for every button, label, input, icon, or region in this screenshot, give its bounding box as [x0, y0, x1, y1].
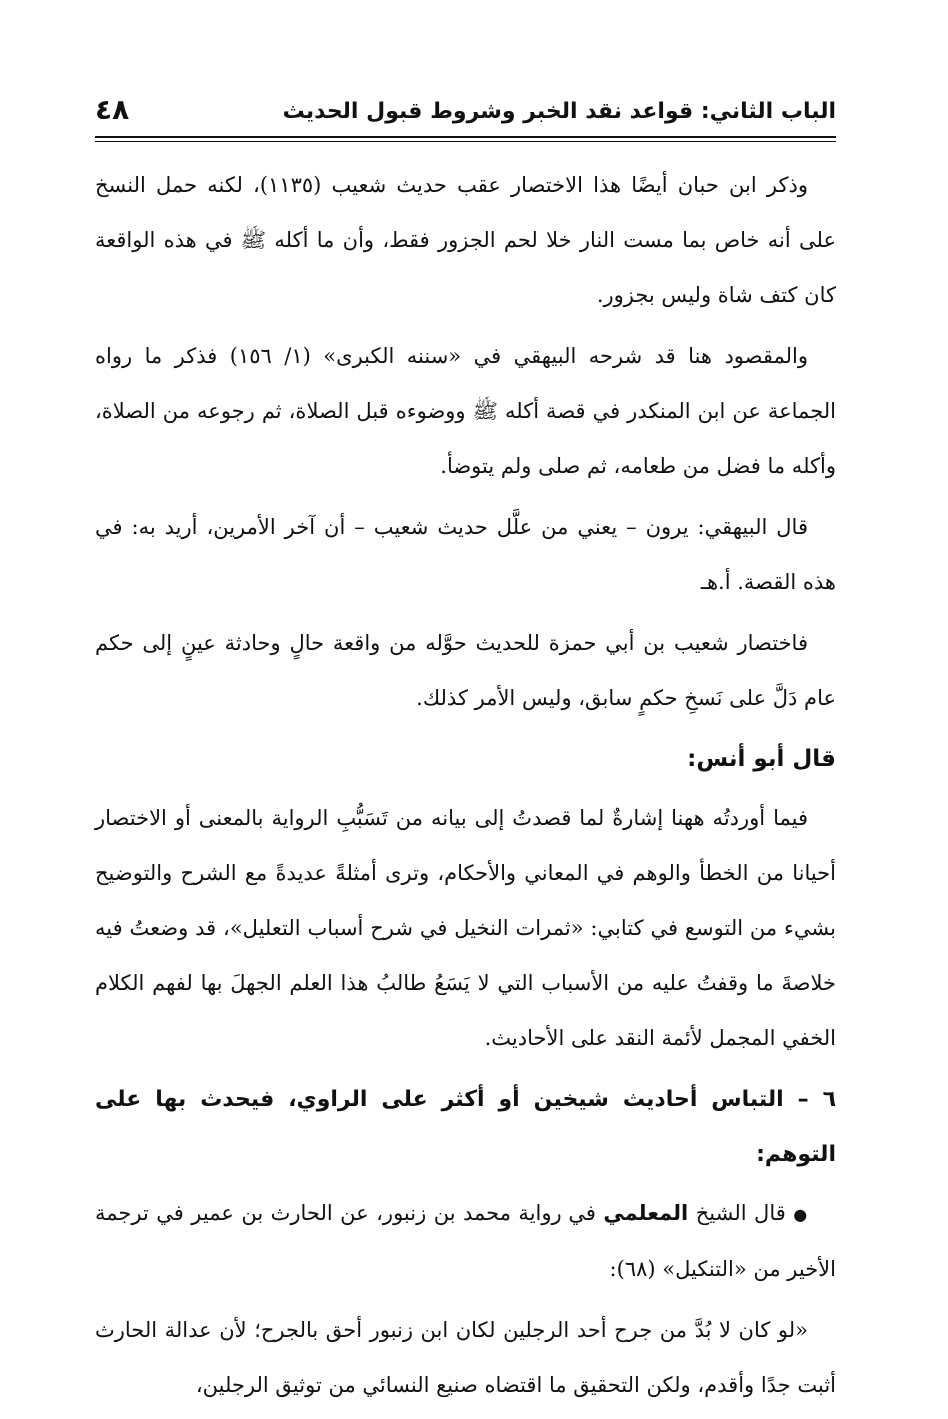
paragraph-6-intro: قال الشيخ	[695, 1201, 786, 1225]
paragraph-6-text: في رواية محمد بن زنبور، عن الحارث بن عمير في ترجمة الأخير من «التنكيل» (٦٨):	[95, 1201, 836, 1281]
section-heading-abu-anas: قال أبو أنس:	[687, 746, 836, 772]
page-number: ٤٨	[95, 93, 130, 126]
page-body	[95, 158, 836, 1419]
paragraph-4: فاختصار شعيب بن أبي حمزة للحديث حوَّله من واقعة حالٍ وحادثة عينٍ إلى حكم عام دَلَّ على نَسخِ حكمٍ سابق، وليس الأمر كذلك.	[95, 631, 836, 710]
paragraph-1: وذكر ابن حبان أيضًا هذا الاختصار عقب حديث شعيب (١١٣٥)، لكنه حمل النسخ على أنه خاص بما مست النار خلا لحم الجزور فقط، وأن ما أكله ﷺ في هذه الواقعة كان كتف شاة وليس بجزور.	[95, 173, 836, 307]
paragraph-6	[95, 1186, 836, 1297]
chapter-title: الباب الثاني: قواعد نقد الخبر وشروط قبول الحديث	[282, 99, 836, 124]
numbered-heading-6: ٦ – التباس أحاديث شيخين أو أكثر على الراوي، فيحدث بها على التوهم:	[95, 1087, 836, 1167]
paragraph-7-quote: «لو كان لا بُدَّ من جرح أحد الرجلين لكان ابن زنبور أحق بالجرح؛ لأن عدالة الحارث أثبت جدًا وأقدم، ولكن التحقيق ما اقتضاه صنيع النسائي من توثيق الرجلين،	[95, 1318, 836, 1397]
header-rule	[95, 136, 836, 138]
author-name: المعلمي	[603, 1201, 689, 1225]
paragraph-3: قال البيهقي: يرون – يعني من علَّل حديث شعيب – أن آخر الأمرين، أريد به: في هذه القصة. أ.هـ	[95, 515, 836, 594]
page-header	[95, 80, 836, 130]
paragraph-5: فيما أوردتُه ههنا إشارةٌ لما قصدتُ إلى بيانه من تَسَبُّبِ الرواية بالمعنى أو الاختصار أحيانا من الخطأ والوهم في المعاني والأحكام، وترى أمثلةً عديدةً مع الشرح والتوضيح بشيء من التوسع في كتابي: «ثمرات النخيل في شرح أسباب التعليل»، قد وضعتُ فيه خلاصةَ ما وقفتُ عليه من الأسباب التي لا يَسَعُ طالبُ هذا العلم الجهلَ بها لفهم الكلام الخفي المجمل لأئمة النقد على الأحاديث.	[95, 806, 836, 1050]
header-rule-thin	[95, 141, 836, 142]
paragraph-2: والمقصود هنا قد شرحه البيهقي في «سننه الكبرى» (١/ ١٥٦) فذكر ما رواه الجماعة عن ابن المنكدر في قصة أكله ﷺ ووضوءه قبل الصلاة، ثم رجوعه من الصلاة، وأكله ما فضل من طعامه، ثم صلى ولم يتوضأ.	[95, 344, 836, 478]
bullet-icon: ●	[793, 1205, 808, 1224]
